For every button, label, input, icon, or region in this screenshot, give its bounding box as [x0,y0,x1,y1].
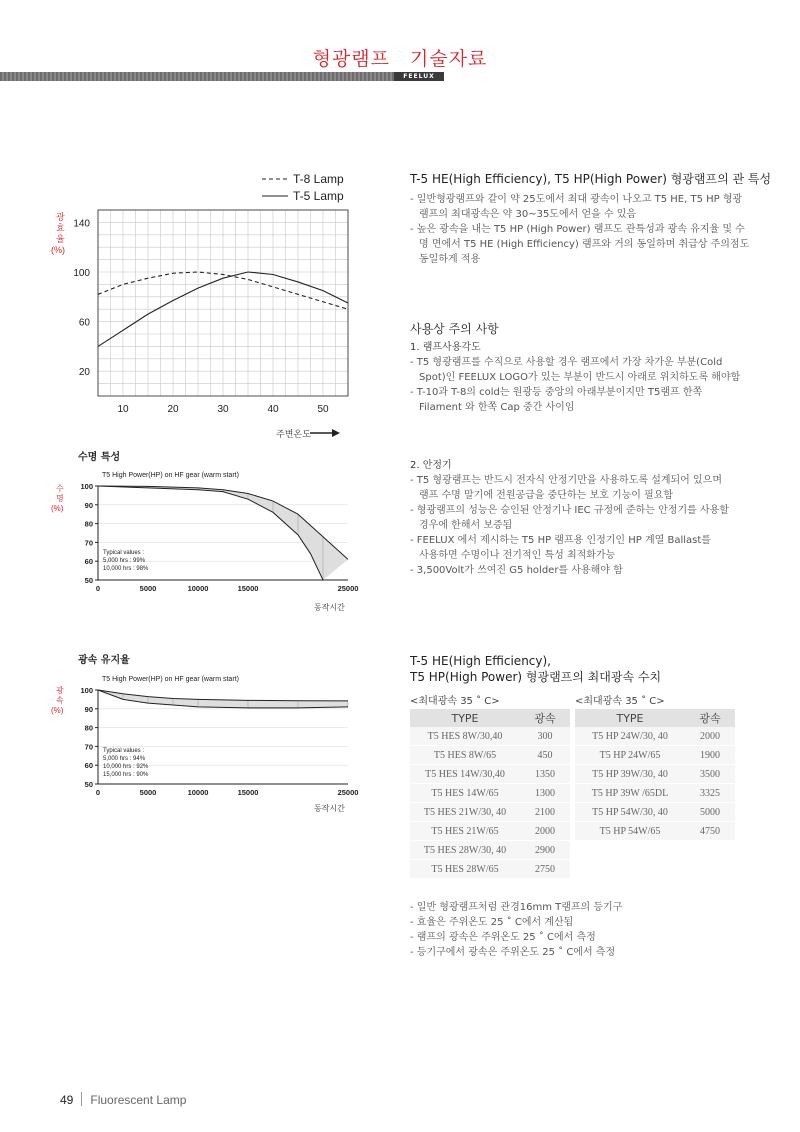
cell-lum: 300 [520,727,570,746]
chart1-ylabel: 광 효 율 (%) [51,212,65,255]
y-tick-label: 60 [78,317,90,329]
cell-type: T5 HES 8W/30,40 [410,727,520,746]
cell-lum: 2100 [520,803,570,822]
cell-type: T5 HES 28W/30, 40 [410,841,520,860]
sec2-line: 램프 수명 말기에 전원공급을 중단하는 보호 기능이 필요함 [419,490,674,501]
cell-type: T5 HES 21W/30, 40 [410,803,520,822]
chart3-note-3: 15,000 hrs : 90% [103,772,149,778]
x-tick-label: 50 [317,404,329,415]
y-tick-label: 80 [84,519,93,529]
sec1-line: - 일반형광램프와 같이 약 25도에서 최대 광속이 나오고 T5 HE, T5 HP 형광 [410,194,743,205]
title-left: 형광램프 [312,48,390,70]
chart3-note-0: Typical values : [103,748,145,754]
cell-lum: 2000 [520,822,570,841]
y-tick-label: 70 [84,538,93,548]
table-row [575,765,735,784]
x-tick-label: 0 [95,788,101,797]
x-tick-label: 10 [117,404,129,415]
y-tick-label: 140 [73,218,90,230]
chart3-note-1: 5,000 hrs : 94% [103,756,146,762]
legend-t8-label: T-8 Lamp [293,172,344,186]
sec3-note: - 효율은 주위온도 25 ˚ C에서 계산됨 [410,917,574,928]
chart1-xlabel: 주변온도 [276,429,311,439]
sec2-sub2: 2. 안정기 [410,460,452,471]
y-tick-label: 100 [73,268,90,279]
sec3-notes [410,900,770,960]
chart2-plot [80,482,358,593]
y-tick-label: 100 [80,686,93,695]
y-tick-label: 60 [84,761,93,771]
sec1-line: - 높은 광속을 내는 T5 HP (High Power) 램프도 관특성과 광속 유지율 및 수 [410,224,745,235]
chart2-ylabel: 수 명 (%) [51,484,64,513]
cell-lum: 4750 [685,822,735,841]
chart3-title: T5 High Power(HP) on HF gear (warm start) [102,676,239,683]
chart-lifetime [40,466,370,616]
cell-type: T5 HES 28W/65 [410,860,520,879]
cell-type: T5 HES 14W/65 [410,784,520,803]
x-tick-label: 25000 [337,584,359,593]
chart-efficiency [40,168,370,448]
x-tick-label: 0 [95,584,101,593]
x-tick-label: 40 [267,404,279,415]
cell-type: T5 HES 14W/30,40 [410,765,520,784]
cell-lum: 1350 [520,765,570,784]
y-tick-label: 60 [84,557,93,567]
x-tick-label: 15000 [237,788,259,797]
arrow-head-icon [332,429,340,437]
section-lumen-maintenance: 광속 유지율 [78,655,130,666]
sec1-line: 램프의 최대광속은 약 30~35도에서 얻을 수 있음 [419,209,637,220]
table-row [410,803,570,822]
table-row [410,841,570,860]
x-tick-label: 10000 [187,788,209,797]
sec1-line: 명 면에서 T5 HE (High Efficiency) 램프와 거의 동일하며 취급상 주의점도 [419,239,750,250]
brand-logo: FEELUX [394,72,444,81]
cell-lum: 5000 [685,803,735,822]
footer-divider [81,1092,82,1106]
sec3-title [410,653,661,685]
sec2-line: - T5 형광램프를 수직으로 사용할 경우 램프에서 가장 차가운 부분(Cold [410,357,723,368]
cell-lum: 450 [520,746,570,765]
sec2-title: 사용상 주의 사항 [410,322,499,336]
chart3-plot [80,686,358,797]
chart1-xlabel-group [276,428,340,439]
table-row [410,727,570,746]
x-tick-label: 5000 [139,584,157,593]
sec2-line: - T5 형광램프는 반드시 전자식 안정기만을 사용하도록 설계되어 있으며 [410,475,722,486]
col-lum-header: 광속 [520,709,570,727]
cell-type: T5 HP 24W/65 [575,746,685,765]
sec2-body-2 [410,458,770,578]
col-type-header: TYPE [410,709,520,727]
table-row [410,746,570,765]
page-title [0,44,800,71]
y-tick-label: 90 [84,500,93,510]
cell-type: T5 HP 54W/65 [575,822,685,841]
chart1-legend [262,172,344,203]
sec2-line: 경우에 한해서 보증됨 [419,520,513,531]
title-right: 기술자료 [410,48,488,70]
sec2-line: Spot)인 FEELUX LOGO가 있는 부분이 반드시 아래로 위치하도록 해야함 [419,372,741,383]
cell-lum: 3500 [685,765,735,784]
chart-lumen [40,668,370,818]
page-number: 49 [60,1093,74,1107]
cell-type: T5 HP 24W/30, 40 [575,727,685,746]
x-tick-label: 10000 [187,584,209,593]
section-lifetime: 수명 특성 [78,452,121,463]
sec2-line: - 형광램프의 성능은 승인된 안정기나 IEC 규정에 준하는 안정기를 사용할 [410,505,729,516]
sec2-line: 사용하면 수명이나 전기적인 특성 최적화가능 [419,550,616,561]
table-row [410,784,570,803]
cell-lum: 1900 [685,746,735,765]
caption-right: <최대광속 35 ˚ C> [575,696,665,707]
header-bar [0,72,444,81]
y-tick-label: 20 [78,367,90,379]
chart3-ylabel: 광 속 (%) [51,686,64,715]
table-row [410,860,570,879]
x-tick-label: 25000 [337,788,359,797]
cell-lum: 2900 [520,841,570,860]
footer-label: Fluorescent Lamp [90,1093,187,1107]
sec1-body [410,192,770,267]
x-tick-label: 30 [217,404,229,415]
cell-lum: 2750 [520,860,570,879]
chart1-plot [73,210,348,415]
cell-lum: 2000 [685,727,735,746]
col-type-header: TYPE [575,709,685,727]
chart3-xlabel: 동작시간 [314,804,345,813]
table-row [575,746,735,765]
chart3-note-2: 10,000 hrs : 92% [103,764,149,770]
band-area [98,690,348,708]
x-tick-label: 5000 [139,788,157,797]
chart2-note-0: Typical values : [103,550,145,556]
y-tick-label: 100 [80,482,93,491]
sec3-note: - 일반 형광램프처럼 관경16mm T램프의 등기구 [410,902,623,913]
table-header-row [575,709,735,727]
table-hp [575,709,735,841]
sec3-note: - 램프의 광속은 주위온도 25 ˚ C에서 측정 [410,932,596,943]
chart2-note-1: 5,000 hrs : 99% [103,558,146,564]
table-row [575,803,735,822]
table-row [575,822,735,841]
y-tick-label: 50 [84,576,93,585]
cell-type: T5 HES 21W/65 [410,822,520,841]
table-row [575,727,735,746]
y-tick-label: 80 [84,723,93,733]
sec2-sub1: 1. 램프사용각도 [410,342,481,353]
sec1-title: T-5 HE(High Efficiency), T5 HP(High Power) 형광램프의 관 특성 [410,172,772,186]
sec1-line: 동일하게 적용 [419,254,481,265]
y-tick-label: 50 [84,780,93,789]
table-row [410,822,570,841]
sec3-title-line1: T-5 HE(High Efficiency), [410,654,551,668]
col-lum-header: 광속 [685,709,735,727]
cell-type: T5 HES 8W/65 [410,746,520,765]
sec2-line: - 3,500Volt가 쓰여진 G5 holder를 사용해야 함 [410,565,623,576]
table-header-row [410,709,570,727]
chart2-note-2: 10,000 hrs : 98% [103,566,149,572]
chart2-title: T5 High Power(HP) on HF gear (warm start) [102,472,239,479]
legend-t5-label: T-5 Lamp [293,189,344,203]
table-row [575,784,735,803]
cell-type: T5 HP 54W/30, 40 [575,803,685,822]
table-hes [410,709,570,879]
y-tick-label: 90 [84,704,93,714]
x-tick-label: 20 [167,404,179,415]
sec2-line: Filament 와 한쪽 Cap 중간 사이임 [419,402,575,413]
x-tick-label: 15000 [237,584,259,593]
cell-type: T5 HP 39W/30, 40 [575,765,685,784]
chart2-xlabel: 동작시간 [314,603,345,612]
sec2-line: - FEELUX 에서 제시하는 T5 HP 램프용 인정기인 HP 계열 Ballast를 [410,535,711,546]
y-tick-label: 70 [84,742,93,752]
sec3-note: - 등기구에서 광속은 주위온도 25 ˚ C에서 측정 [410,947,616,958]
sec2-line: - T-10과 T-8의 cold는 원광등 중앙의 아래부분이지만 T5램프 한쪽 [410,387,703,398]
cell-lum: 1300 [520,784,570,803]
caption-left: <최대광속 35 ˚ C> [410,696,500,707]
page-footer [60,1092,186,1107]
cell-type: T5 HP 39W /65DL [575,784,685,803]
sec3-title-line2: T5 HP(High Power) 형광램프의 최대광속 수치 [410,670,662,684]
cell-lum: 3325 [685,784,735,803]
sec2-body-1 [410,340,770,415]
table-row [410,765,570,784]
